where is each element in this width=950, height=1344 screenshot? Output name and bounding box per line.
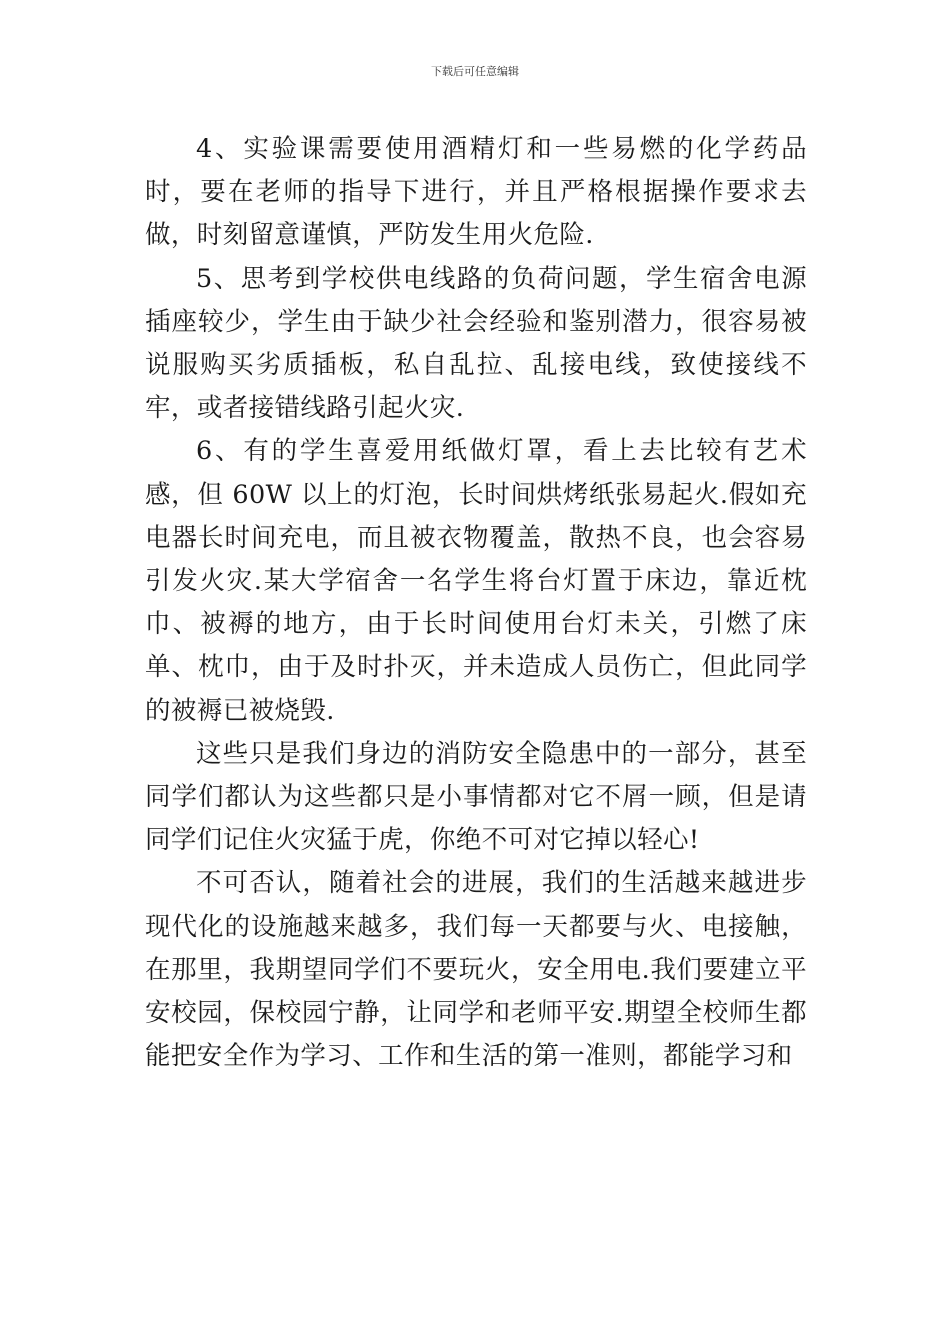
- page-header-note: 下载后可任意编辑: [431, 65, 519, 78]
- paragraph-item-4: 4、实验课需要使用酒精灯和一些易燃的化学药品时，要在老师的指导下进行，并且严格根据操作要求去做，时刻留意谨慎，严防发生用火危险.: [145, 134, 807, 251]
- paragraph-item-5: 5、思考到学校供电线路的负荷问题，学生宿舍电源插座较少，学生由于缺少社会经验和鉴别潜力，很容易被说服购买劣质插板，私自乱拉、乱接电线，致使接线不牢，或者接错线路引起火灾.: [145, 263, 807, 424]
- paragraph-conclusion: 不可否认，随着社会的进展，我们的生活越来越进步现代化的设施越来越多，我们每一天都要与火、电接触，在那里，我期望同学们不要玩火，安全用电.我们要建立平安校园，保校园宁静，让同学和老师平安.期望全校师生都能把安全作为学习、工作和生活的第一准则，都能学习和: [145, 868, 807, 1072]
- paragraph-hidden-dangers: 这些只是我们身边的消防安全隐患中的一部分，甚至同学们都认为这些都只是小事情都对它不屑一顾，但是请同学们记住火灾猛于虎，你绝不可对它掉以轻心!: [145, 738, 807, 856]
- document-body: [145, 128, 807, 1078]
- paragraph-item-6: 6、有的学生喜爱用纸做灯罩，看上去比较有艺术感，但 60W 以上的灯泡，长时间烘烤纸张易起火.假如充电器长时间充电，而且被衣物覆盖，散热不良，也会容易引发火灾.某大学宿舍一名学生将台灯置于床边，靠近枕巾、被褥的地方，由于长时间使用台灯未关，引燃了床单、枕巾，由于及时扑灭，并未造成人员伤亡，但此同学的被褥已被烧毁.: [145, 436, 807, 726]
